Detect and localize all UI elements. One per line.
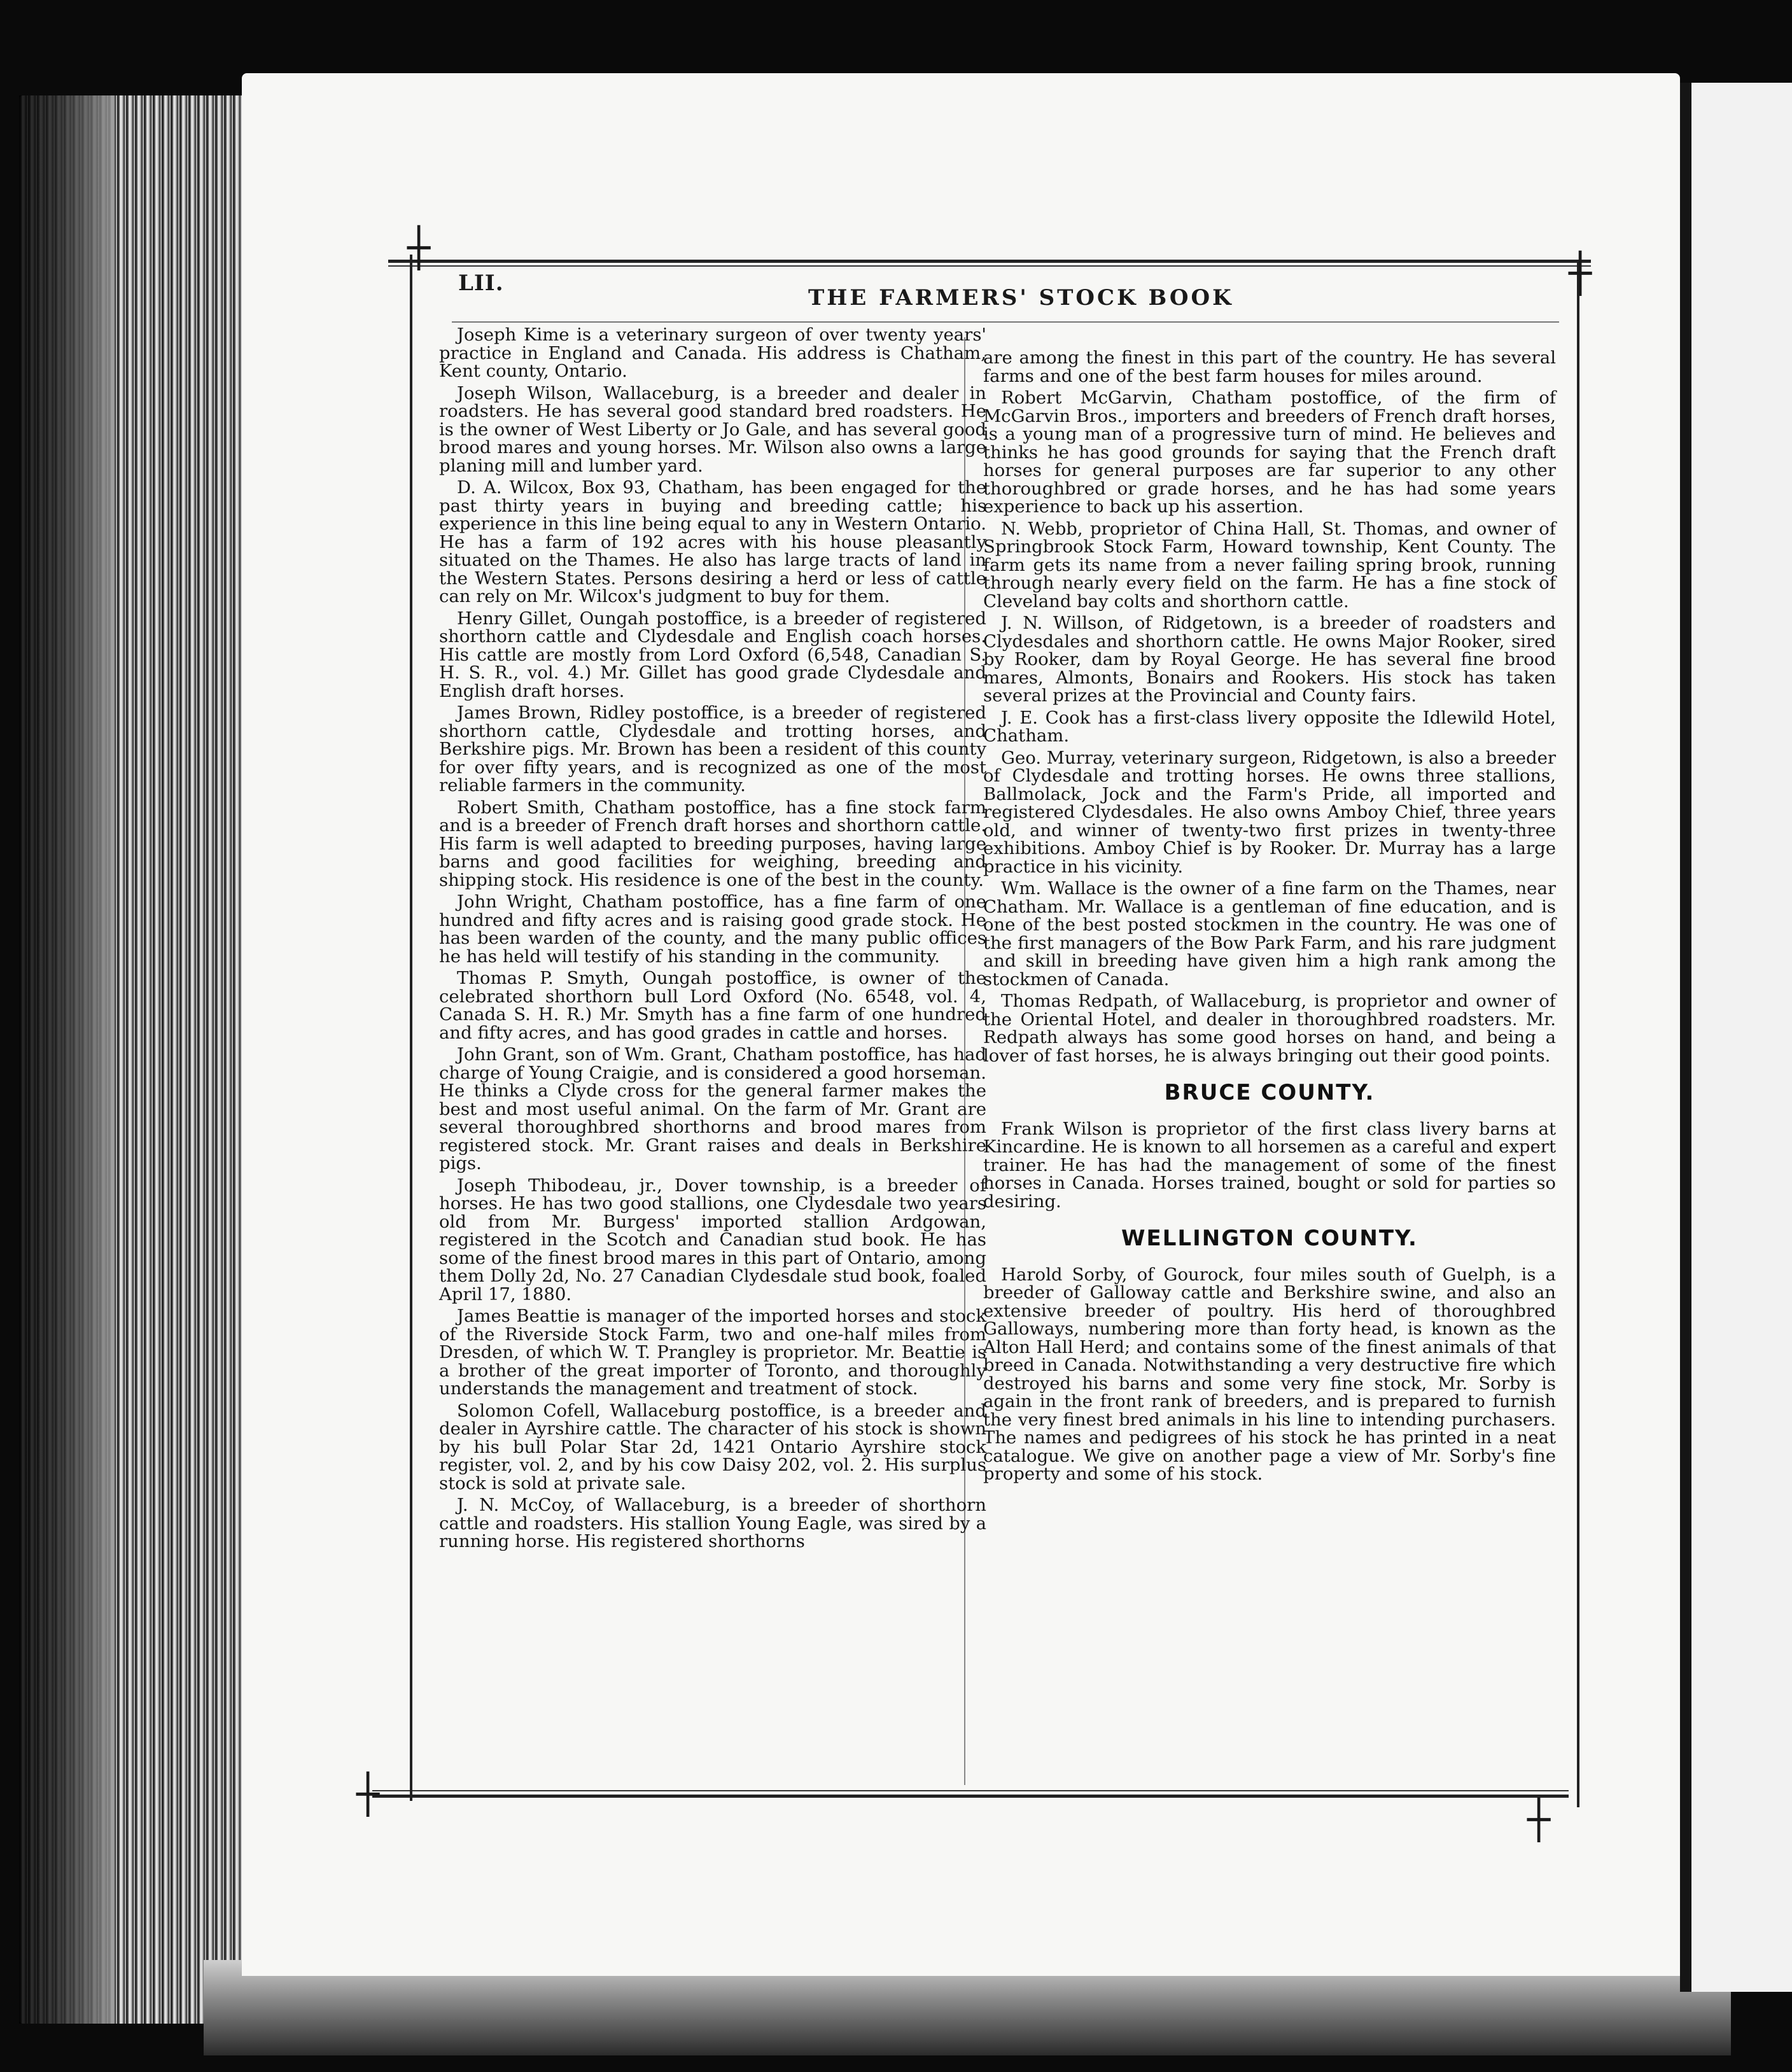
entry-paragraph: Joseph Kime is a veterinary surgeon of over twenty years' practice in England and Canada. His address is Chatham, Kent county, Ontario.	[439, 325, 986, 381]
corner-ornament-bottom-right: ┼	[1527, 1798, 1551, 1842]
entry-paragraph: D. A. Wilcox, Box 93, Chatham, has been engaged for the past thirty years in buying and breeding cattle; his experience in this line being equal to any in Western Ontario. He has a farm of 192 acres with his house pleasantly situated on the Thames. He also has large tracts of land in the Western States. Persons desiring a herd or less of cattle can rely on Mr. Wilcox's judgment to buy for them.	[439, 477, 986, 606]
entry-paragraph-continued: are among the finest in this part of the country. He has several farms and one of the best farm houses for miles around.	[983, 347, 1556, 386]
entry-paragraph: Henry Gillet, Oungah postoffice, is a breeder of registered shorthorn cattle and Clydesdale and English coach horses. His cattle are mostly from Lord Oxford (6,548, Canadian S. H. S. R., vol. 4.) Mr. Gillet has good grade Clydesdale and English draft horses.	[439, 608, 986, 701]
frame-right-rule	[1577, 261, 1579, 1807]
left-column	[439, 326, 986, 1555]
entry-paragraph: Wm. Wallace is the owner of a fine farm on the Thames, near Chatham. Mr. Wallace is a gentleman of fine education, and is one of the best posted stockmen in the country. He was one of the first managers of the Bow Park Farm, and his rare judgment and skill in breeding have given him a high rank among the stockmen of Canada.	[983, 878, 1556, 990]
entry-paragraph: James Brown, Ridley postoffice, is a breeder of registered shorthorn cattle, Clydesdale and trotting horses, and Berkshire pigs. Mr. Brown has been a resident of this county for over fifty years, and is recognized as one of the most reliable farmers in the community.	[439, 703, 986, 795]
frame-top-rule-thin	[388, 265, 1591, 267]
corner-ornament-top-right: ┼	[1569, 251, 1592, 296]
frame-left-rule	[410, 255, 412, 1801]
entry-paragraph: James Beattie is manager of the imported horses and stock of the Riverside Stock Farm, two and one-half miles from Dresden, of which W. T. Prangley is proprietor. Mr. Beattie is a brother of the great importer of Toronto, and thoroughly understands the management and treatment of stock.	[439, 1306, 986, 1399]
entry-paragraph: J. E. Cook has a first-class livery opposite the Idlewild Hotel, Chatham.	[983, 707, 1556, 746]
entry-paragraph: Joseph Wilson, Wallaceburg, is a breeder and dealer in roadsters. He has several good standard bred roadsters. He is the owner of West Liberty or Jo Gale, and has several good brood mares and young horses. Mr. Wilson also owns a large planing mill and lumber yard.	[439, 382, 986, 476]
frame-bottom-rule	[372, 1795, 1569, 1798]
entry-paragraph: Thomas P. Smyth, Oungah postoffice, is owner of the celebrated shorthorn bull Lord Oxford (No. 6548, vol. 4, Canada S. H. R.) Mr. Smyth has a fine farm of one hundred and fifty acres, and has good grades in cattle and horses.	[439, 968, 986, 1043]
entry-paragraph: Thomas Redpath, of Wallaceburg, is proprietor and owner of the Oriental Hotel, and dealer in thoroughbred roadsters. Mr. Redpath always has some good horses on hand, and being a lover of fast horses, he is always bringing out their good points.	[983, 991, 1556, 1066]
section-heading-bruce-county: BRUCE COUNTY.	[1164, 1080, 1375, 1105]
entry-paragraph: J. N. McCoy, of Wallaceburg, is a breeder of shorthorn cattle and roadsters. His stallion Young Eagle, was sired by a running horse. His registered shorthorns	[439, 1495, 986, 1551]
entry-paragraph: Frank Wilson is proprietor of the first class livery barns at Kincardine. He is known to all horsemen as a careful and expert trainer. He has had the management of some of the finest horses in Canada. Horses trained, bought or sold for parties so desiring.	[983, 1118, 1556, 1212]
running-head: THE FARMERS' STOCK BOOK	[808, 285, 1234, 311]
entry-paragraph: Robert McGarvin, Chatham postoffice, of the firm of McGarvin Bros., importers and breeders of French draft horses, is a young man of a progressive turn of mind. He believes and thinks he has good grounds for saying that the French draft horses for general purposes are far superior to any other thoroughbred or grade horses, and he has had some years experience to back up his assertion.	[983, 388, 1556, 517]
entry-paragraph: Geo. Murray, veterinary surgeon, Ridgetown, is also a breeder of Clydesdale and trotting horses. He owns three stallions, Ballmolack, Jock and the Farm's Pride, all imported and registered Clydesdales. He also owns Amboy Chief, three years old, and winner of twenty-two first prizes in twenty-three exhibitions. Amboy Chief is by Rooker. Dr. Murray has a large practice in his vicinity.	[983, 747, 1556, 877]
entry-paragraph: John Wright, Chatham postoffice, has a fine farm of one hundred and fifty acres and is raising good grade stock. He has been warden of the county, and the many public offices he has held will testify of his standing in the community.	[439, 892, 986, 967]
frame-top-rule	[388, 260, 1591, 263]
corner-ornament-bottom-left: ┼	[356, 1772, 380, 1817]
right-column	[983, 349, 1556, 1487]
entry-paragraph: Harold Sorby, of Gourock, four miles south of Guelph, is a breeder of Galloway cattle and Berkshire swine, and also an extensive breeder of poultry. His herd of thoroughbred Galloways, numbering more than forty head, is known as the Alton Hall Herd; and contains some of the finest animals of that breed in Canada. Notwithstanding a very destructive fire which destroyed his barns and some very fine stock, Mr. Sorby is again in the front rank of breeders, and is prepared to furnish the very finest bred animals in his line to intending purchasers. The names and pedigrees of his stock he has printed in a neat catalogue. We give on another page a view of Mr. Sorby's fine property and some of his stock.	[983, 1264, 1556, 1484]
book-spine-shadow	[19, 95, 115, 2024]
section-heading-wellington-county: WELLINGTON COUNTY.	[1121, 1226, 1418, 1251]
entry-paragraph: Joseph Thibodeau, jr., Dover township, is a breeder of horses. He has two good stallions, one Clydesdale two years old from Mr. Burgess' imported stallion Ardgowan, registered in the Scotch and Canadian stud book. He has some of the finest brood mares in this part of Ontario, among them Dolly 2d, No. 27 Canadian Clydesdale stud book, foaled April 17, 1880.	[439, 1175, 986, 1305]
frame-bottom-rule-thin	[372, 1790, 1569, 1791]
entry-paragraph: N. Webb, proprietor of China Hall, St. Thomas, and owner of Springbrook Stock Farm, Howard township, Kent County. The farm gets its name from a never failing spring brook, running through nearly every field on the farm. He has a fine stock of Cleveland bay colts and shorthorn cattle.	[983, 518, 1556, 612]
page-folio: LII.	[458, 270, 504, 296]
entry-paragraph: J. N. Willson, of Ridgetown, is a breeder of roadsters and Clydesdales and shorthorn cattle. He owns Major Rooker, sired by Rooker, dam by Royal George. He has several fine brood mares, Almonts, Bonairs and Rookers. His stock has taken several prizes at the Provincial and County fairs.	[983, 613, 1556, 706]
header-rule	[452, 321, 1559, 323]
entry-paragraph: Solomon Cofell, Wallaceburg postoffice, is a breeder and dealer in Ayrshire cattle. The character of his stock is shown by his bull Polar Star 2d, 1421 Ontario Ayrshire stock register, vol. 2, and by his cow Daisy 202, vol. 2. His surplus stock is sold at private sale.	[439, 1400, 986, 1494]
entry-paragraph: John Grant, son of Wm. Grant, Chatham postoffice, has had charge of Young Craigie, and is considered a good horseman. He thinks a Clyde cross for the general farmer makes the best and most useful animal. On the farm of Mr. Grant are several thoroughbred shorthorns and brood mares from registered stock. Mr. Grant raises and deals in Berkshire pigs.	[439, 1044, 986, 1173]
entry-paragraph: Robert Smith, Chatham postoffice, has a fine stock farm and is a breeder of French draft horses and shorthorn cattle. His farm is well adapted to breeding purposes, having large barns and good facilities for weighing, breeding and shipping stock. His residence is one of the best in the county.	[439, 797, 986, 890]
facing-page-strip	[1680, 83, 1792, 1992]
corner-ornament-top-left: ┼	[407, 226, 431, 270]
